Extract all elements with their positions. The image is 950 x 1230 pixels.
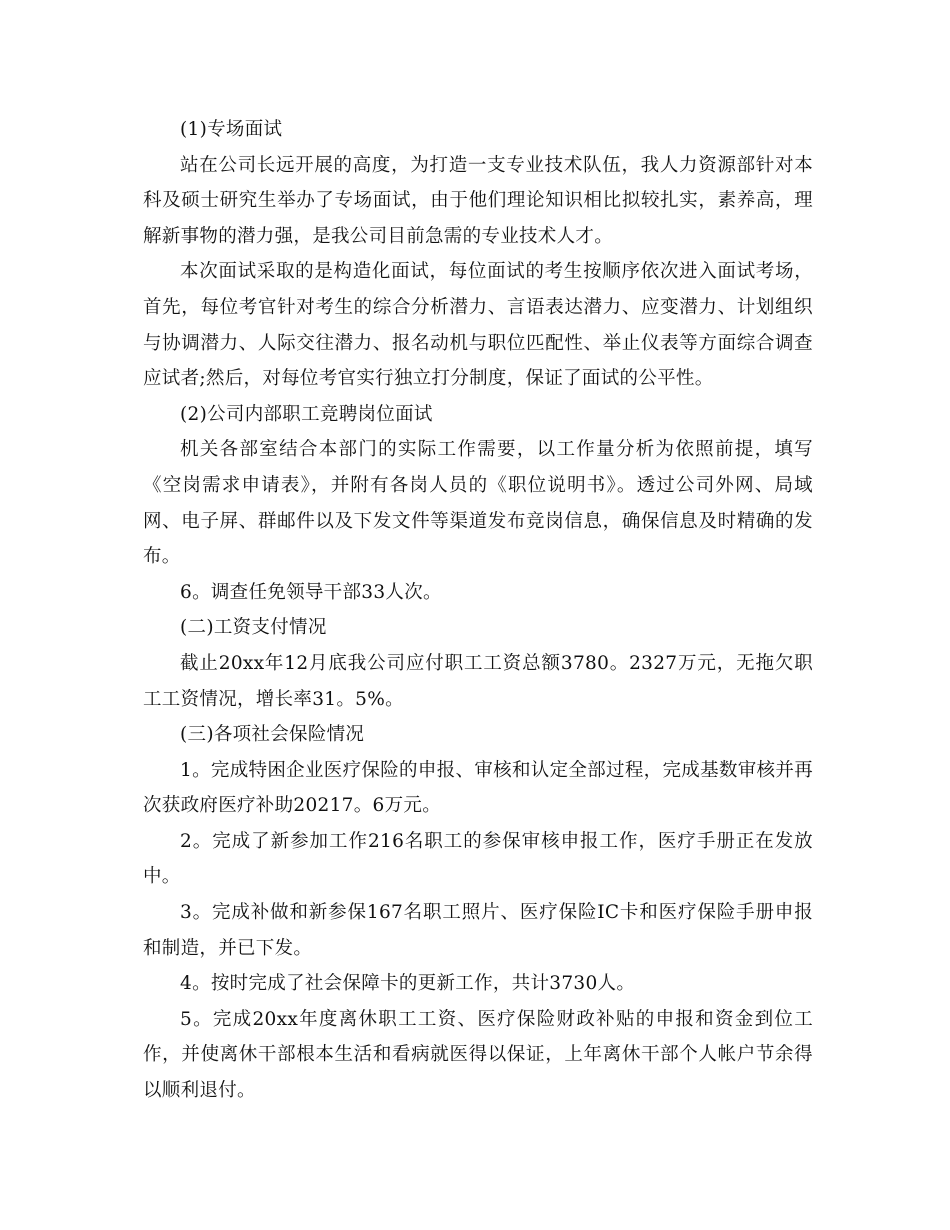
subheading-wage-payment: (二)工资支付情况 bbox=[180, 617, 327, 639]
document-body bbox=[143, 112, 813, 1109]
list-item-insurance-5: 5。完成20xx年度离休职工工资、医疗保险财政补贴的申报和资金到位工作，并使离休干部根本生活和看病就医得以保证，上年离休干部个人帐户节余得以顺利退付。 bbox=[143, 1008, 813, 1102]
paragraph-special-interview-purpose: 站在公司长远开展的高度，为打造一支专业技术队伍，我人力资源部针对本科及硕士研究生举办了专场面试，由于他们理论知识相比拟较扎实，素养高，理解新事物的潜力强，是我公司目前急需的专业技术人才。 bbox=[143, 154, 813, 247]
paragraph-wage-payment: 截止20xx年12月底我公司应付职工工资总额3780。2327万元，无拖欠职工工资情况，增长率31。5%。 bbox=[143, 652, 813, 710]
list-item-insurance-2: 2。完成了新参加工作216名职工的参保审核申报工作，医疗手册正在发放中。 bbox=[143, 830, 813, 888]
list-item-cadre-survey: 6。调查任免领导干部33人次。 bbox=[180, 581, 442, 603]
subheading-internal-competition: (2)公司内部职工竞聘岗位面试 bbox=[180, 403, 433, 425]
paragraph-internal-competition: 机关各部室结合本部门的实际工作需要，以工作量分析为依照前提，填写《空岗需求申请表》，并附有各岗人员的《职位说明书》。透过公司外网、局域网、电子屏、群邮件以及下发文件等渠道发布竞岗信息，确保信息及时精确的发布。 bbox=[143, 439, 813, 568]
list-item-insurance-3: 3。完成补做和新参保167名职工照片、医疗保险IC卡和医疗保险手册申报和制造，并已下发。 bbox=[143, 902, 813, 959]
list-item-insurance-4: 4。按时完成了社会保障卡的更新工作，共计3730人。 bbox=[180, 973, 636, 995]
subheading-special-interview: (1)专场面试 bbox=[180, 119, 283, 140]
list-item-insurance-1: 1。完成特困企业医疗保险的申报、审核和认定全部过程，完成基数审核并再次获政府医疗补助20217。6万元。 bbox=[143, 759, 813, 817]
paragraph-structured-interview: 本次面试采取的是构造化面试，每位面试的考生按顺序依次进入面试考场，首先，每位考官针对考生的综合分析潜力、言语表达潜力、应变潜力、计划组织与协调潜力、人际交往潜力、报名动机与职位匹配性、举止仪表等方面综合调查应试者;然后，对每位考官实行独立打分制度，保证了面试的公平性。 bbox=[143, 261, 813, 390]
subheading-social-insurance: (三)各项社会保险情况 bbox=[180, 724, 365, 746]
